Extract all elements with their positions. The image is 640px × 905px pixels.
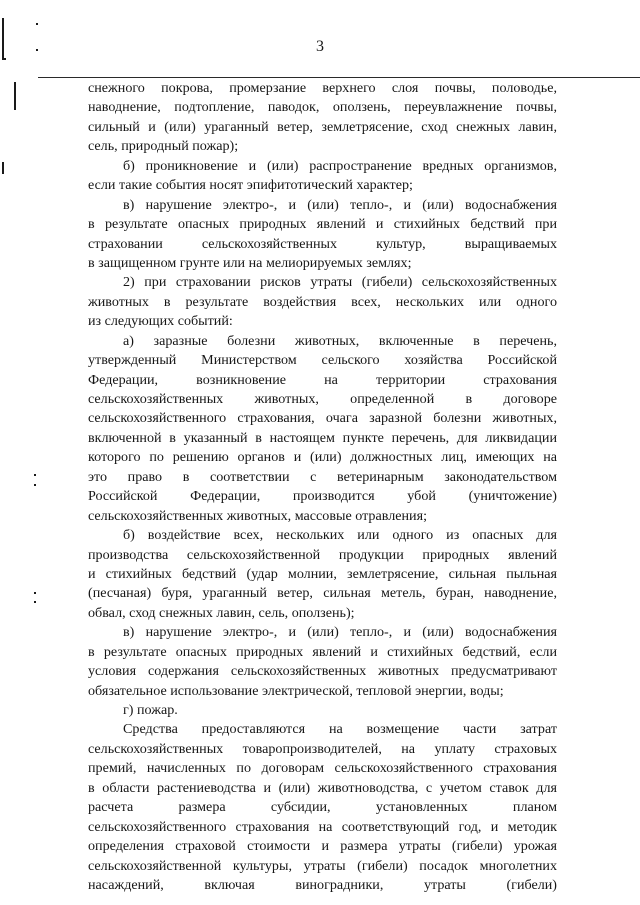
text-line: наводнение, подтопление, паводок, оползень, переувлажнение почвы, [88,99,557,116]
scan-mark-bracket-top-foot [2,58,6,60]
text-line: а) заразные болезни животных, включенные в перечень, [123,332,557,349]
text-line: б) проникновение и (или) распространение вредных организмов, [123,157,557,174]
text-line: насаждений, включая виноградники, утраты (гибели) [88,876,557,893]
text-line: из следующих событий: [88,313,233,330]
text-line: сельскохозяйственных животных, массовые отравления; [88,507,427,524]
page-top-rule [38,77,640,78]
text-line: определения страховой стоимости и размера утраты (гибели) урожая [88,838,557,855]
scan-mark-bar [2,162,4,174]
text-line: сельскохозяйственных животных, определенной в договоре [88,391,557,407]
text-line: Российской Федерации, производится убой (уничтожение) [88,488,557,505]
page-number: 3 [316,38,324,55]
scan-mark-dot [34,601,36,603]
text-line: условия содержания сельскохозяйственных животных предусматривают [88,663,557,680]
scan-mark-bar [14,82,16,110]
text-line: утвержденный Министерством сельского хозяйства Российской [88,352,557,369]
scan-mark-dot [34,484,36,486]
text-line: сильный и (или) ураганный ветер, землетрясение, сход снежных лавин, [88,118,557,135]
text-line: сельскохозяйственной культуры, утраты (гибели) посадок многолетних [88,857,557,874]
text-line: сельскохозяйственного страхования на соответствующий год, и методик [88,818,557,835]
text-line: Средства предоставляются на возмещение части затрат [123,721,557,738]
text-line: животных в результате воздействия всех, нескольких или одного [88,293,557,310]
document-body [88,79,557,895]
text-line: расчета размера субсидии, установленных планом [88,799,557,816]
text-line: б) воздействие всех, нескольких или одного из опасных для [123,527,557,544]
text-line: в результате опасных природных явлений и стихийных бедствий при [88,216,557,233]
text-line: в) нарушение электро-, и (или) тепло-, и (или) водоснабжения [123,624,557,641]
text-line: производства сельскохозяйственной продукции природных явлений [88,546,557,563]
text-line: сельскохозяйственного страхования, очага заразной болезни животных, [88,410,557,427]
text-line: и стихийных бедствий (удар молнии, землетрясение, сильная пыльная [88,565,557,582]
text-line: сельскохозяйственных товаропроизводителей, на уплату страховых [88,740,557,757]
text-line: страховании сельскохозяйственных культур, выращиваемых [88,235,557,252]
text-line: если такие события носят эпифитотический характер; [88,177,413,194]
scan-mark-dot [34,474,36,476]
text-line: в) нарушение электро-, и (или) тепло-, и (или) водоснабжения [123,196,557,213]
text-line: Федерации, возникновение на территории страхования [88,371,557,388]
text-line: премий, начисленных по договорам сельскохозяйственного страхования [88,760,557,777]
text-line: обвал, сход снежных лавин, сель, оползень); [88,604,355,621]
text-line: в области растениеводства и (или) животноводства, с учетом ставок для [88,779,557,796]
text-line: г) пожар. [123,702,178,718]
text-line: которого по решению органов и (или) должностных лиц, имеющих на [88,449,557,466]
text-line: обязательное использование электрической, тепловой энергии, воды; [88,682,504,699]
text-line: 2) при страховании рисков утраты (гибели) сельскохозяйственных [123,274,557,291]
scan-mark-dot [36,23,38,25]
text-line: (песчаная) буря, ураганный ветер, сильная метель, буран, наводнение, [88,585,557,602]
text-line: в результате опасных природных явлений и стихийных бедствий, если [88,643,557,660]
text-line: это право в соответствии с ветеринарным законодательством [88,468,557,485]
text-line: в защищенном грунте или на мелиорируемых землях; [88,254,412,271]
text-line: снежного покрова, промерзание верхнего слоя почвы, половодье, [88,80,557,96]
text-line: включенной в указанный в настоящем пункте перечень, для ликвидации [88,429,557,446]
scan-mark-dot [34,592,36,594]
text-line: сель, природный пожар); [88,138,239,155]
